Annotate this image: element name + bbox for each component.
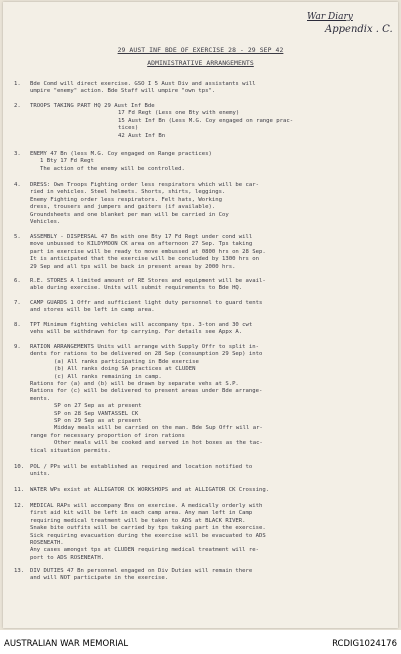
section-line: requiring medical treatment will be taken to ADS at BLACK RIVER. xyxy=(30,517,246,524)
section-line: It is anticipated that the exercise will be concluded by 1300 hrs on xyxy=(30,256,260,263)
section-line: Rations for (a) and (b) will be drawn by separate vehs at S.P. xyxy=(30,381,239,388)
section-body xyxy=(30,487,384,494)
section-line: Groundsheets and one blanket per man will be carried in Coy xyxy=(30,211,229,218)
section-body xyxy=(30,322,384,337)
section-line: and stores will be left in camp area. xyxy=(30,307,155,314)
section-body xyxy=(30,568,384,583)
section-line: ROSENEATH. xyxy=(30,540,64,547)
section-line: Midday meals will be carried on the man. Bde Sup Offr will ar- xyxy=(54,425,263,432)
section-line: port to ADS ROSENEATH. xyxy=(30,554,105,561)
section-line: 15 Aust Inf Bn (Less M.G. Coy engaged on range prac- xyxy=(118,117,294,124)
section-number: 10. xyxy=(14,464,25,470)
section-number: 1. xyxy=(14,81,21,87)
section-line: SP on 28 Sep VANTASSEL CK xyxy=(54,410,139,417)
section-number: 5. xyxy=(14,234,21,240)
section-line: 42 Aust Inf Bn xyxy=(118,132,166,139)
section-line: TPT Minimum fighting vehicles will accompany tps. 3-ton and 30 cwt xyxy=(30,322,253,328)
section-body xyxy=(30,278,384,293)
archive-name: AUSTRALIAN WAR MEMORIAL xyxy=(4,639,129,649)
section-line: part in exercise will be ready to move embussed at 0800 hrs on 28 Sep. xyxy=(30,248,266,255)
section-number: 9. xyxy=(14,344,21,350)
section-line: (b) All ranks doing SA practices at CLUDEN xyxy=(54,366,196,373)
section-line: Rations for (c) will be delivered to present areas under Bde arrange- xyxy=(30,388,263,395)
section-line: dents for rations to be delivered on 28 Sep (consumption 29 Sep) into xyxy=(30,351,263,358)
section-number: 3. xyxy=(14,151,21,157)
section-line: (c) All ranks remaining in camp. xyxy=(54,373,162,380)
section-body xyxy=(30,464,384,479)
section-line: first aid kit will be left in each camp area. Any man left in Camp xyxy=(30,510,253,517)
section-line: Vehicles. xyxy=(30,219,61,226)
section-line: range for necessary proportion of iron rations xyxy=(30,432,185,439)
section-line: Any cases amongst tps at CLUDEN requiring medical treatment will re- xyxy=(30,547,260,554)
section-line: dress, trousers and jumpers and gaiters (if available). xyxy=(30,204,216,211)
section-number: 7. xyxy=(14,300,21,306)
section-line: DIV DUTIES 47 Bn personnel engaged on Div Duties will remain there xyxy=(30,568,253,574)
war-diary-annotation: War Diary xyxy=(307,12,353,22)
section-line: umpire "enemy" action. Bde Staff will umpire "own tps". xyxy=(30,88,216,95)
section-line: units. xyxy=(30,471,51,478)
section-line: Bde Comd will direct exercise. GSO I 5 Aust Div and assistants will xyxy=(30,81,256,87)
section-number: 4. xyxy=(14,182,21,188)
section-line: RATION ARRANGEMENTS Units will arrange with Supply Offr to split in- xyxy=(30,344,260,350)
section-line: SP on 29 Sep as at present xyxy=(54,418,142,425)
document-page xyxy=(3,2,398,628)
section-line: Snake bite outfits will be carried by tps taking part in the exercise. xyxy=(30,525,266,532)
section-line: DRESS: Own Troops Fighting order less respirators which will be car- xyxy=(30,182,260,188)
section-number: 6. xyxy=(14,278,21,284)
section-line: ments. xyxy=(30,395,51,402)
section-line: Enemy Fighting order less respirators. Felt hats, Working xyxy=(30,196,222,203)
section-number: 2. xyxy=(14,103,21,109)
section-line: able during exercise. Units will submit requirements to Bde HQ. xyxy=(30,285,243,292)
record-id: RCDIG1024176 xyxy=(332,639,397,649)
section-line: The action of the enemy will be controlled. xyxy=(40,165,185,172)
document-title: 29 AUST INF BDE OF EXERCISE 28 - 29 SEP 42 xyxy=(117,46,284,54)
section-line: CAMP GUARDS 1 Offr and sufficient light duty personnel to guard tents xyxy=(30,300,263,306)
section-line: ENEMY 47 Bn (less M.G. Coy engaged on Range practices) xyxy=(30,151,212,157)
section-line: TROOPS TAKING PART HQ 29 Aust Inf Bde xyxy=(30,103,155,109)
section-line: ASSEMBLY - DISPERSAL 47 Bn with one Bty 17 Fd Regt under cond will xyxy=(30,234,253,240)
section-line: 1 Bty 17 Fd Regt xyxy=(40,158,94,165)
section-line: and will NOT participate in the exercise. xyxy=(30,575,169,582)
section-line: Sick requiring evacuation during the exercise will be evacuated to ADS xyxy=(30,532,266,539)
section-line: POL / PPs will be established as required and location notified to xyxy=(30,464,253,470)
section-line: 29 Sep and all tps will be back in present areas by 2000 hrs. xyxy=(30,263,236,270)
section-body xyxy=(30,234,384,271)
section-body xyxy=(30,151,384,173)
section-body xyxy=(30,300,384,315)
section-line: ried in vehicles. Steel helmets. Shorts, shirts, leggings. xyxy=(30,189,226,196)
section-line: R.E. STORES A limited amount of RE Stores and equipment will be avail- xyxy=(30,278,266,284)
section-line: 17 Fd Regt (Less one Bty with enemy) xyxy=(118,110,240,117)
appendix-annotation: Appendix . C. xyxy=(325,24,393,35)
section-body xyxy=(30,344,384,455)
section-number: 11. xyxy=(14,487,25,493)
section-body xyxy=(30,103,384,140)
section-line: (a) All ranks participating in Bde exercise xyxy=(54,358,199,365)
section-line: vehs will be withdrawn for tp carrying. For details see Appx A. xyxy=(30,329,243,336)
section-line: tices) xyxy=(118,125,139,132)
section-number: 13. xyxy=(14,568,25,574)
section-body xyxy=(30,503,384,562)
section-body xyxy=(30,182,384,226)
archive-footer xyxy=(0,630,401,654)
section-body xyxy=(30,81,384,96)
section-number: 12. xyxy=(14,503,25,509)
section-line: move unbussed to KILDYMOON CK area on afternoon 27 Sep. Tps taking xyxy=(30,241,253,248)
section-line: tical situation permits. xyxy=(30,447,111,454)
document-subtitle: ADMINISTRATIVE ARRANGEMENTS xyxy=(147,59,254,67)
section-line: MEDICAL RAPs will accompany Bns on exercise. A medically orderly with xyxy=(30,503,263,509)
section-number: 8. xyxy=(14,322,21,328)
section-line: Other meals will be cooked and served in hot boxes as the tac- xyxy=(54,440,263,447)
section-line: SP on 27 Sep as at present xyxy=(54,403,142,410)
section-line: WATER WPs exist at ALLIGATOR CK WORKSHOPS and at ALLIGATOR CK Crossing. xyxy=(30,487,270,493)
